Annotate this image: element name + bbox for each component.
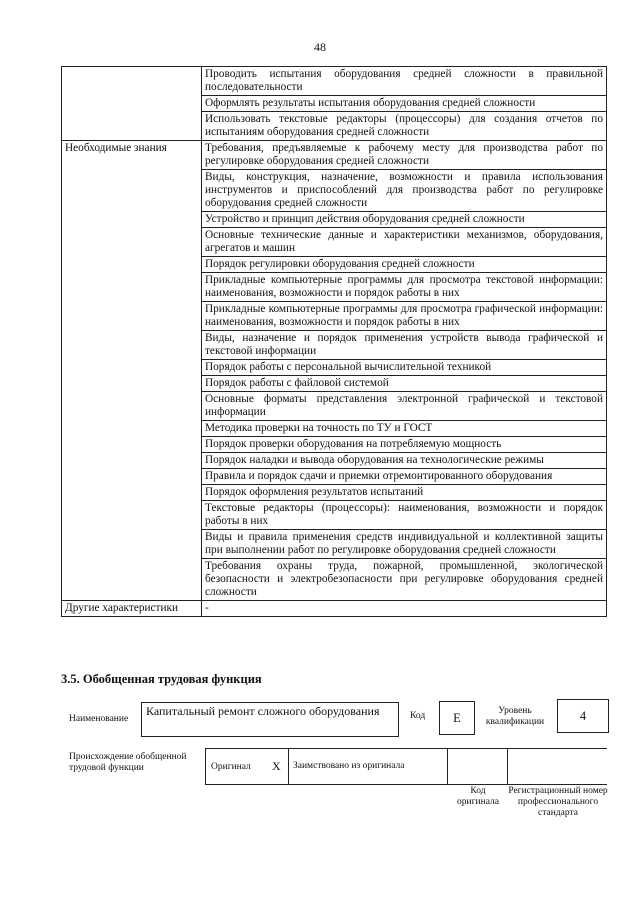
row-text: Виды и правила применения средств индивидуальной и коллективной защиты при выполнении работ по регулировке оборудования средней сложности (202, 530, 607, 559)
row-text: Правила и порядок сдачи и приемки отремонтированного оборудования (202, 469, 607, 485)
row-text: Основные форматы представления электронной графической и текстовой информации (202, 392, 607, 421)
origin-grid-line (447, 748, 448, 785)
origin-grid-line (205, 748, 607, 749)
code-label: Код (410, 711, 426, 721)
row-text: - (202, 601, 607, 617)
row-text: Основные технические данные и характеристики механизмов, оборудования, агрегатов и машин (202, 228, 607, 257)
row-text: Порядок наладки и вывода оборудования на технологические режимы (202, 453, 607, 469)
original-label: Оригинал (211, 762, 251, 772)
row-label (62, 67, 202, 141)
reg-number-label: Регистрационный номер профессионального стандарта (508, 786, 608, 818)
row-text: Порядок оформления результатов испытаний (202, 485, 607, 501)
row-text: Виды, назначение и порядок применения устройств вывода графической и текстовой информации (202, 331, 607, 360)
origin-grid-line (507, 748, 508, 785)
row-label: Другие характеристики (62, 601, 202, 617)
level-value: 4 (557, 699, 609, 733)
code-value: E (439, 701, 475, 735)
origin-label: Происхождение обобщенной трудовой функции (69, 752, 187, 773)
section-title: 3.5. Обобщенная трудовая функция (61, 672, 262, 686)
page-number: 48 (314, 40, 326, 54)
row-label: Необходимые знания (62, 141, 202, 601)
name-label: Наименование (69, 714, 129, 724)
knowledge-table (61, 66, 607, 617)
code-original-label: Код оригинала (457, 786, 499, 807)
row-text: Требования охраны труда, пожарной, промышленной, экологической безопасности и электробезопасности при регулировке оборудования средней сложности (202, 559, 607, 601)
origin-grid-line (288, 748, 289, 785)
row-text: Текстовые редакторы (процессоры): наименования, возможности и порядок работы в них (202, 501, 607, 530)
row-text: Прикладные компьютерные программы для просмотра текстовой информации: наименования, возможности и порядок работы в них (202, 273, 607, 302)
table-row (62, 601, 607, 617)
row-text: Виды, конструкция, назначение, возможности и правила использования инструментов и приспособлений для производства работ по регулировке оборудования средней сложности (202, 170, 607, 212)
name-box (141, 702, 399, 737)
row-text: Требования, предъявляемые к рабочему месту для производства работ по регулировке оборудования средней сложности (202, 141, 607, 170)
name-value: Капитальный ремонт сложного оборудования (146, 704, 380, 718)
borrowed-label: Заимствовано из оригинала (293, 761, 405, 771)
row-text: Устройство и принцип действия оборудования средней сложности (202, 212, 607, 228)
row-text: Оформлять результаты испытания оборудования средней сложности (202, 96, 607, 112)
level-label: Уровень квалификации (485, 706, 545, 727)
row-text: Прикладные компьютерные программы для просмотра графической информации: наименования, возможности и порядок работы в них (202, 302, 607, 331)
table-row (62, 67, 607, 96)
row-text: Использовать текстовые редакторы (процессоры) для создания отчетов по испытаниям оборудования средней сложности (202, 112, 607, 141)
original-mark: X (272, 759, 281, 773)
row-text: Порядок проверки оборудования на потребляемую мощность (202, 437, 607, 453)
row-text: Методика проверки на точность по ТУ и ГОСТ (202, 421, 607, 437)
table-row (62, 141, 607, 170)
row-text: Порядок работы с персональной вычислительной техникой (202, 360, 607, 376)
row-text: Порядок работы с файловой системой (202, 376, 607, 392)
origin-grid-line (205, 784, 607, 785)
origin-grid-line (205, 748, 206, 785)
row-text: Проводить испытания оборудования средней сложности в правильной последовательности (202, 67, 607, 96)
row-text: Порядок регулировки оборудования средней сложности (202, 257, 607, 273)
